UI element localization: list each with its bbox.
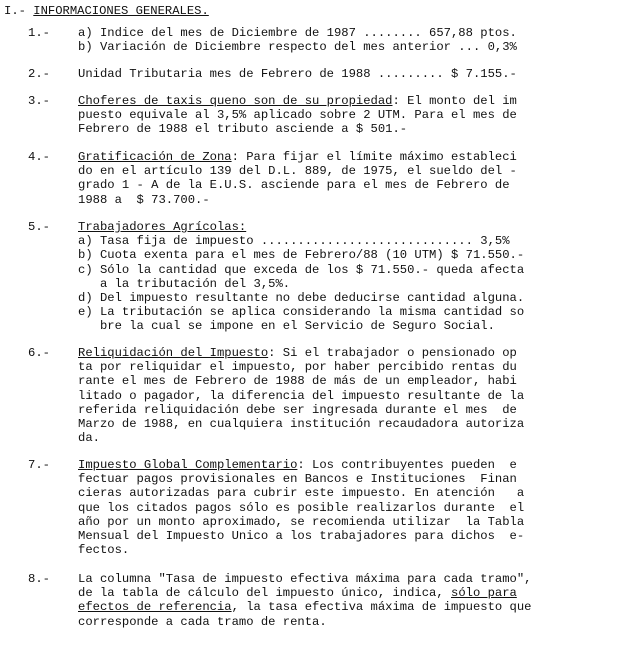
title-roman: I.-	[4, 4, 26, 18]
item-4-line: do en el artículo 139 del D.L. 889, de 1975, el sueldo del -	[78, 164, 517, 179]
item-5-line-c-cont: a la tributación del 3,5%.	[78, 276, 291, 291]
item-7-heading: Impuesto Global Complementario	[78, 458, 298, 472]
item-4-heading: Gratificación de Zona	[78, 150, 232, 164]
item-number: 6.-	[28, 346, 50, 360]
item-7-line: fectuar pagos provisionales en Bancos e Instituciones Finan	[78, 472, 517, 487]
item-4-line: grado 1 - A de la E.U.S. asciende para el mes de Febrero de	[78, 178, 510, 193]
item-3-text: : El monto del im	[392, 94, 517, 108]
item-7-line: cieras autorizadas para cubrir este impuesto. En atención a	[78, 486, 525, 501]
item-7-text: : Los contribuyentes pueden e	[297, 458, 517, 472]
item-7-line: que los citados pagos sólo es posible realizarlos durante el	[78, 500, 525, 515]
item-6-line: da.	[78, 431, 100, 446]
item-number: 5.-	[28, 220, 50, 234]
title-text: INFORMACIONES GENERALES.	[33, 4, 209, 18]
item-3-heading: Choferes de taxis queno son de su propiedad	[78, 94, 393, 108]
item-8-emphasis: sólo para	[451, 586, 517, 601]
item-8-text: , la tasa efectiva máxima de impuesto que	[231, 600, 532, 615]
item-4-text: : Para fijar el límite máximo estableci	[231, 150, 517, 164]
item-7-line: fectos.	[78, 543, 130, 558]
item-8-text: de la tabla de cálculo del impuesto único, indica,	[78, 586, 451, 601]
section-title	[4, 4, 209, 18]
item-1-line-b: b) Variación de Diciembre respecto del mes anterior ... 0,3%	[78, 40, 517, 55]
item-number: 2.-	[28, 67, 50, 81]
item-5-line-a: a) Tasa fija de impuesto ............................. 3,5%	[78, 234, 510, 249]
item-3-line: Febrero de 1988 el tributo asciende a $ 501.-	[78, 122, 408, 137]
item-4-line: 1988 a $ 73.700.-	[78, 192, 210, 207]
item-8-line: corresponde a cada tramo de renta.	[78, 614, 327, 629]
item-number: 7.-	[28, 458, 50, 472]
item-8-emphasis: efectos de referencia	[78, 600, 232, 615]
item-5-line-e-cont: bre la cual se impone en el Servicio de Seguro Social.	[78, 319, 495, 334]
item-6-heading: Reliquidación del Impuesto	[78, 346, 269, 360]
item-6-line: litado o pagador, la diferencia del impuesto resultante de la	[78, 388, 525, 403]
item-number: 8.-	[28, 572, 50, 586]
item-1-line-a: a) Indice del mes de Diciembre de 1987 ........ 657,88 ptos.	[78, 26, 517, 40]
item-6-text: : Si el trabajador o pensionado op	[268, 346, 517, 360]
item-7-line: Mensual del Impuesto Unico a los trabajadores para dichos e-	[78, 528, 525, 543]
item-6-line: referida reliquidación debe ser ingresada durante el mes de	[78, 402, 517, 417]
item-number: 4.-	[28, 150, 50, 164]
item-5-line-e: e) La tributación se aplica considerando la misma cantidad so	[78, 305, 525, 320]
item-6-line: Marzo de 1988, en cualquiera institución recaudadora autoriza	[78, 416, 525, 431]
item-6-line: ta por reliquidar el impuesto, por haber percibido rentas du	[78, 360, 517, 375]
item-number: 1.-	[28, 26, 50, 40]
item-2-line: Unidad Tributaria mes de Febrero de 1988 ......... $ 7.155.-	[78, 67, 517, 81]
item-8-line: La columna "Tasa de impuesto efectiva máxima para cada tramo",	[78, 572, 532, 586]
item-5-line-b: b) Cuota exenta para el mes de Febrero/88 (10 UTM) $ 71.550.-	[78, 248, 525, 263]
item-6-line: rante el mes de Febrero de 1988 de más de un empleador, habi	[78, 374, 517, 389]
item-5-line-d: d) Del impuesto resultante no debe deducirse cantidad alguna.	[78, 290, 525, 305]
item-5-heading: Trabajadores Agrícolas:	[78, 220, 247, 234]
item-5-line-c: c) Sólo la cantidad que exceda de los $ 71.550.- queda afecta	[78, 262, 525, 277]
item-7-line: año por un monto aproximado, se recomienda utilizar la Tabla	[78, 514, 525, 529]
item-number: 3.-	[28, 94, 50, 108]
item-3-line: puesto equivale al 3,5% aplicado sobre 2 UTM. Para el mes de	[78, 108, 517, 123]
